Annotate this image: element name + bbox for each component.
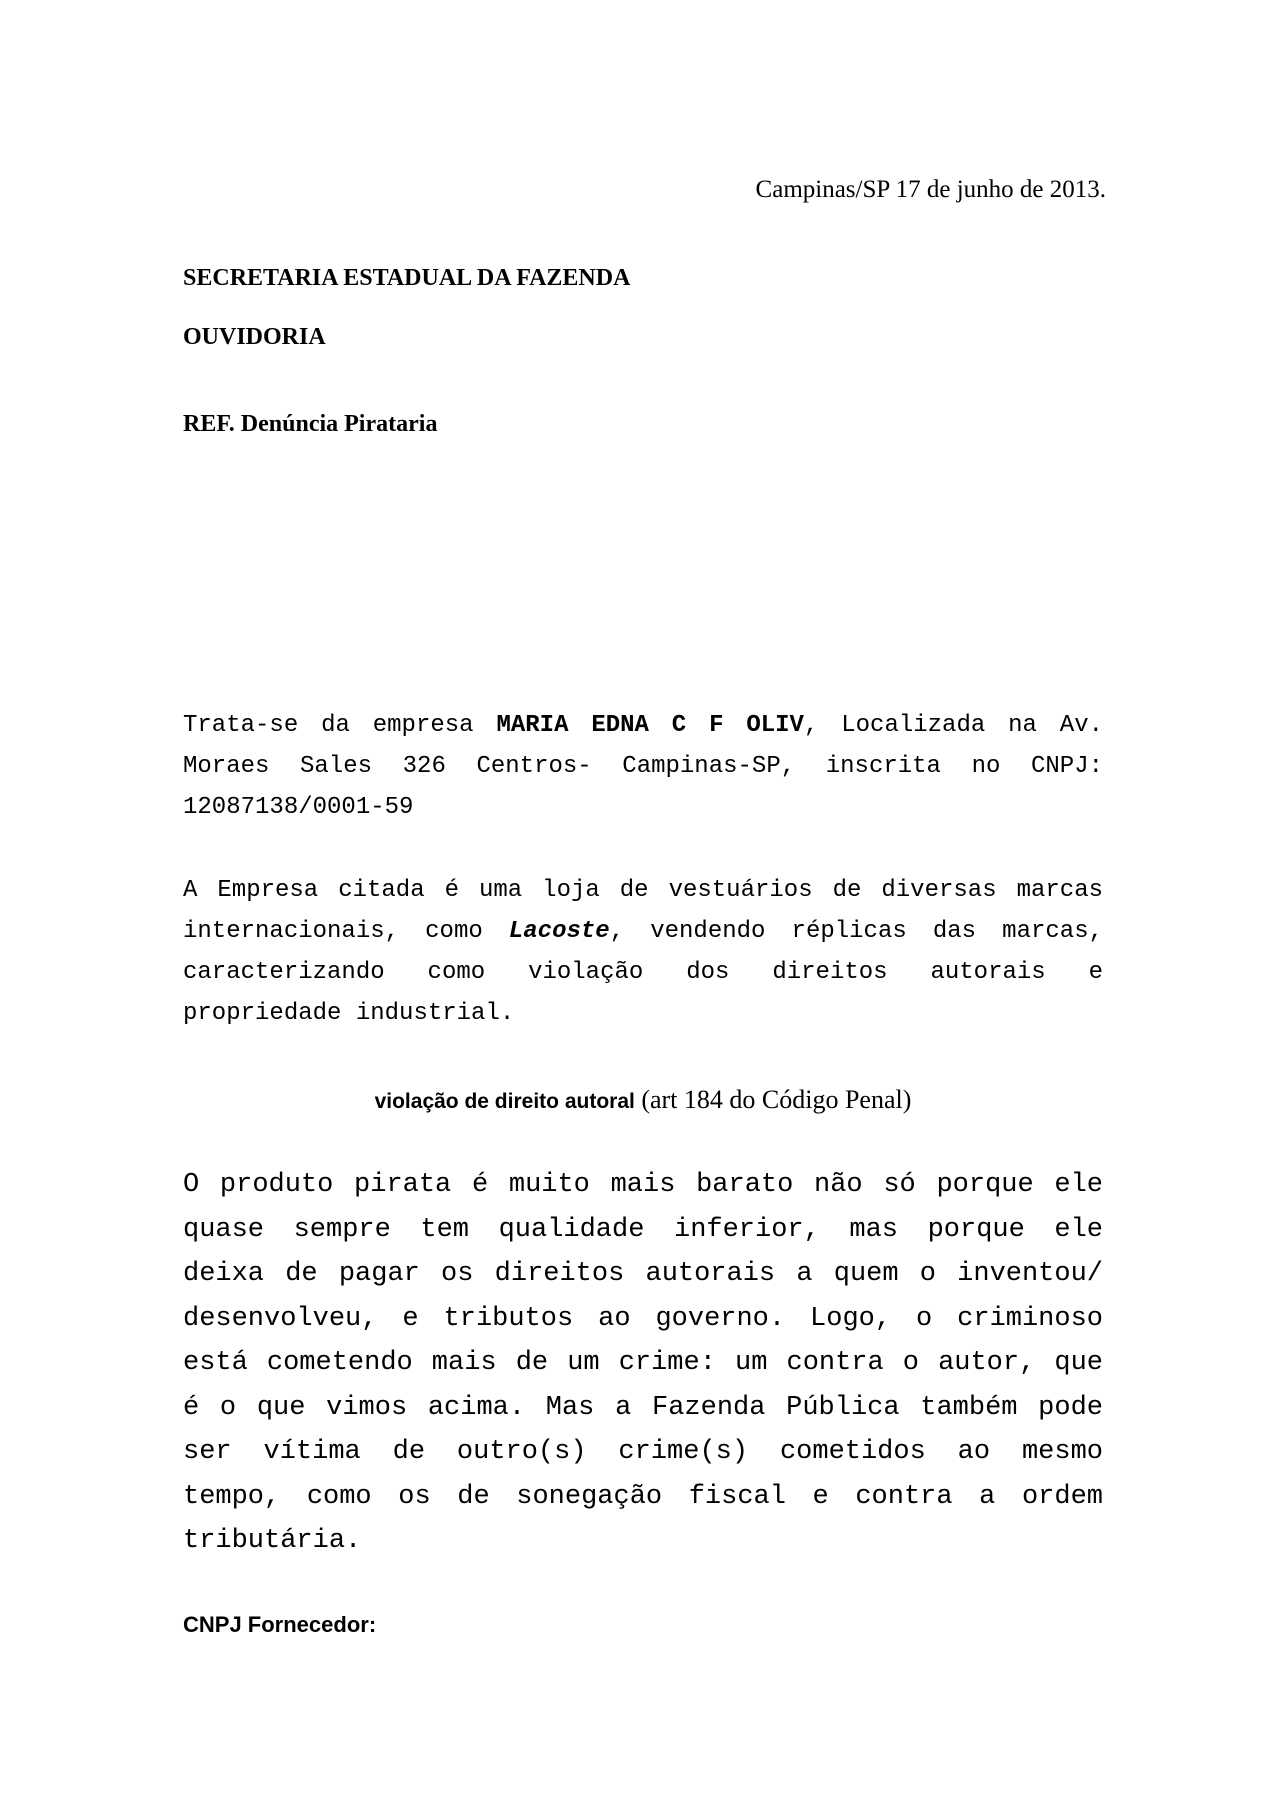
reference-line: REF. Denúncia Pirataria <box>183 411 438 437</box>
company-name: MARIA EDNA C F OLIV <box>496 712 804 739</box>
paragraph-company-intro: Trata-se da empresa <box>183 712 497 739</box>
paragraph-piracy: O produto pirata é muito mais barato não só porque ele quase sempre tem qualidade inferior, mas porque ele deixa de pagar os direitos autorais a quem o inventou/ desenvolveu, e tributos ao governo. Logo, o criminoso está cometendo mais de um crime: um contra o autor, que é o que vimos acima. Mas a Fazenda Pública também pode ser vítima de outro(s) crime(s) cometidos ao mesmo tempo, como os de sonegação fiscal e contra a ordem tributária. <box>183 1170 1103 1556</box>
legal-reference-article: (art 184 do Código Penal) <box>634 1085 912 1114</box>
legal-reference <box>183 1085 1103 1115</box>
paragraph-store-rest: , vendendo réplicas das marcas, caracterizando como violação dos direitos autorais e propriedade industrial. <box>183 918 1103 1027</box>
date-line: Campinas/SP 17 de junho de 2013. <box>755 176 1106 203</box>
addressee-secretaria: SECRETARIA ESTADUAL DA FAZENDA <box>183 265 631 291</box>
paragraph-company-rest: , Localizada na Av. Moraes Sales 326 Centros- Campinas-SP, inscrita no CNPJ: 12087138/0001-59 <box>183 712 1104 821</box>
paragraph-company <box>183 705 1103 828</box>
cnpj-supplier-label: CNPJ Fornecedor: <box>183 1612 377 1637</box>
legal-reference-crime: violação de direito autoral <box>374 1090 635 1113</box>
brand-name: Lacoste <box>508 918 610 945</box>
paragraph-store-intro: A Empresa citada é uma loja de vestuários de diversas marcas internacionais, como <box>183 877 1103 945</box>
paragraph-store <box>183 870 1103 1034</box>
addressee-ouvidoria: OUVIDORIA <box>183 324 326 350</box>
